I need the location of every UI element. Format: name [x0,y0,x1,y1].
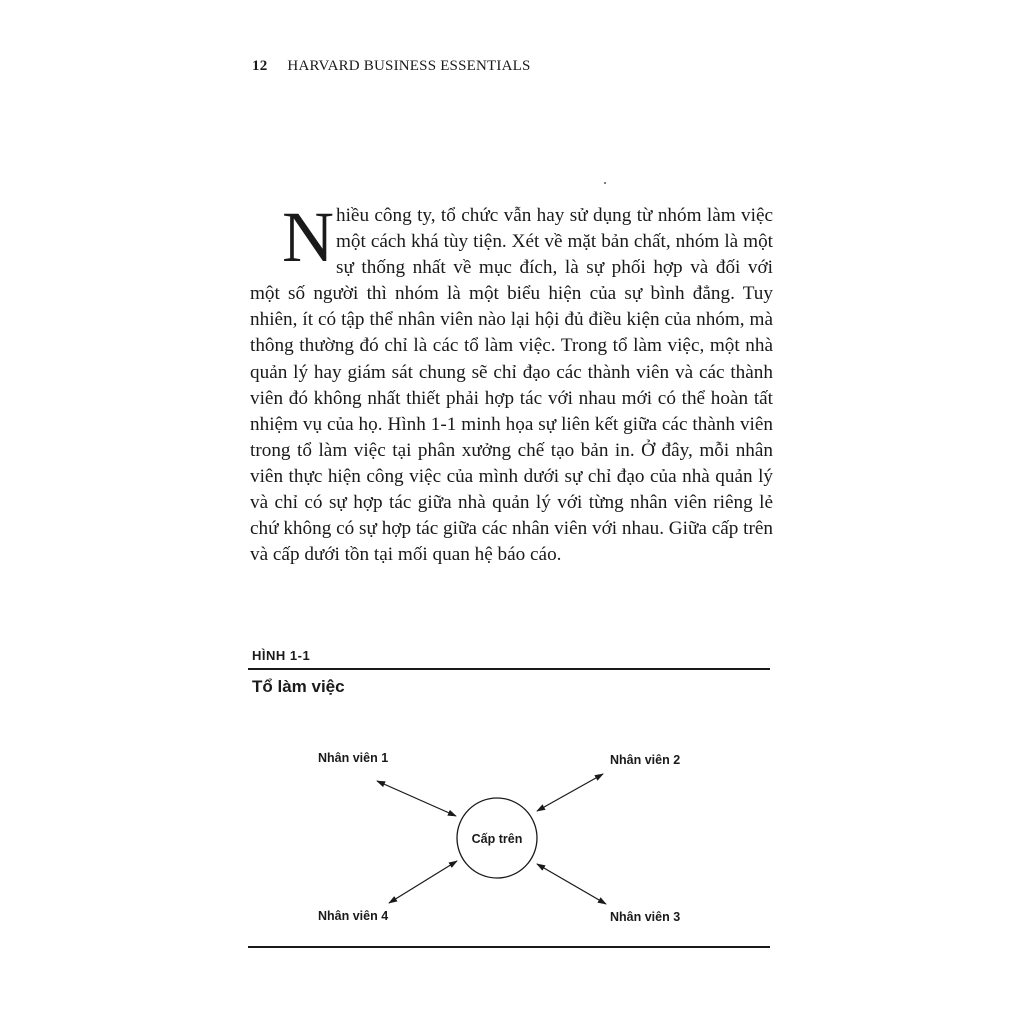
employee-1-label: Nhân viên 1 [318,751,389,765]
figure-label: HÌNH 1-1 [252,648,311,663]
link-arrow-employee-1 [377,781,456,816]
paragraph-text: hiều công ty, tổ chức vẫn hay sử dụng từ nhóm làm việc một cách khá tùy tiện. Xét về mặt bản chất, nhóm là một sự thống nhất về mục đích, là sự phối hợp và đối với một số người thì nhóm là một biểu hiện của sự bình đẳng. Tuy nhiên, ít có tập thể nhân viên nào lại hội đủ điều kiện của nhóm, mà thông thường đó chỉ là các tổ làm việc. Trong tổ làm việc, một nhà quản lý hay giám sát chung sẽ chỉ đạo các thành viên và các thành viên đó không nhất thiết phải hợp tác với nhau mới có thể hoàn tất nhiệm vụ của họ. Hình 1-1 minh họa sự liên kết giữa các thành viên trong tổ làm việc tại phân xưởng chế tạo bản in. Ở đây, mỗi nhân viên thực hiện công việc của mình dưới sự chỉ đạo của nhà quản lý và chỉ có sự hợp tác giữa nhà quản lý với từng nhân viên riêng lẻ chứ không có sự hợp tác giữa các nhân viên với nhau. Giữa cấp trên và cấp dưới tồn tại mối quan hệ báo cáo. [250,205,773,566]
employee-2-label: Nhân viên 2 [610,753,681,767]
link-arrow-employee-2 [537,774,603,811]
employee-4-label: Nhân viên 4 [318,909,389,923]
employee-3-label: Nhân viên 3 [610,910,681,924]
figure-bottom-rule [248,946,770,948]
drop-cap: N [282,197,334,277]
figure-title: Tổ làm việc [252,677,345,696]
book-title: HARVARD BUSINESS ESSENTIALS [287,58,531,74]
manager-node-label: Cấp trên [471,832,523,846]
link-arrow-employee-4 [389,861,457,903]
page-number: 12 [252,58,268,74]
link-arrow-employee-3 [537,864,606,904]
